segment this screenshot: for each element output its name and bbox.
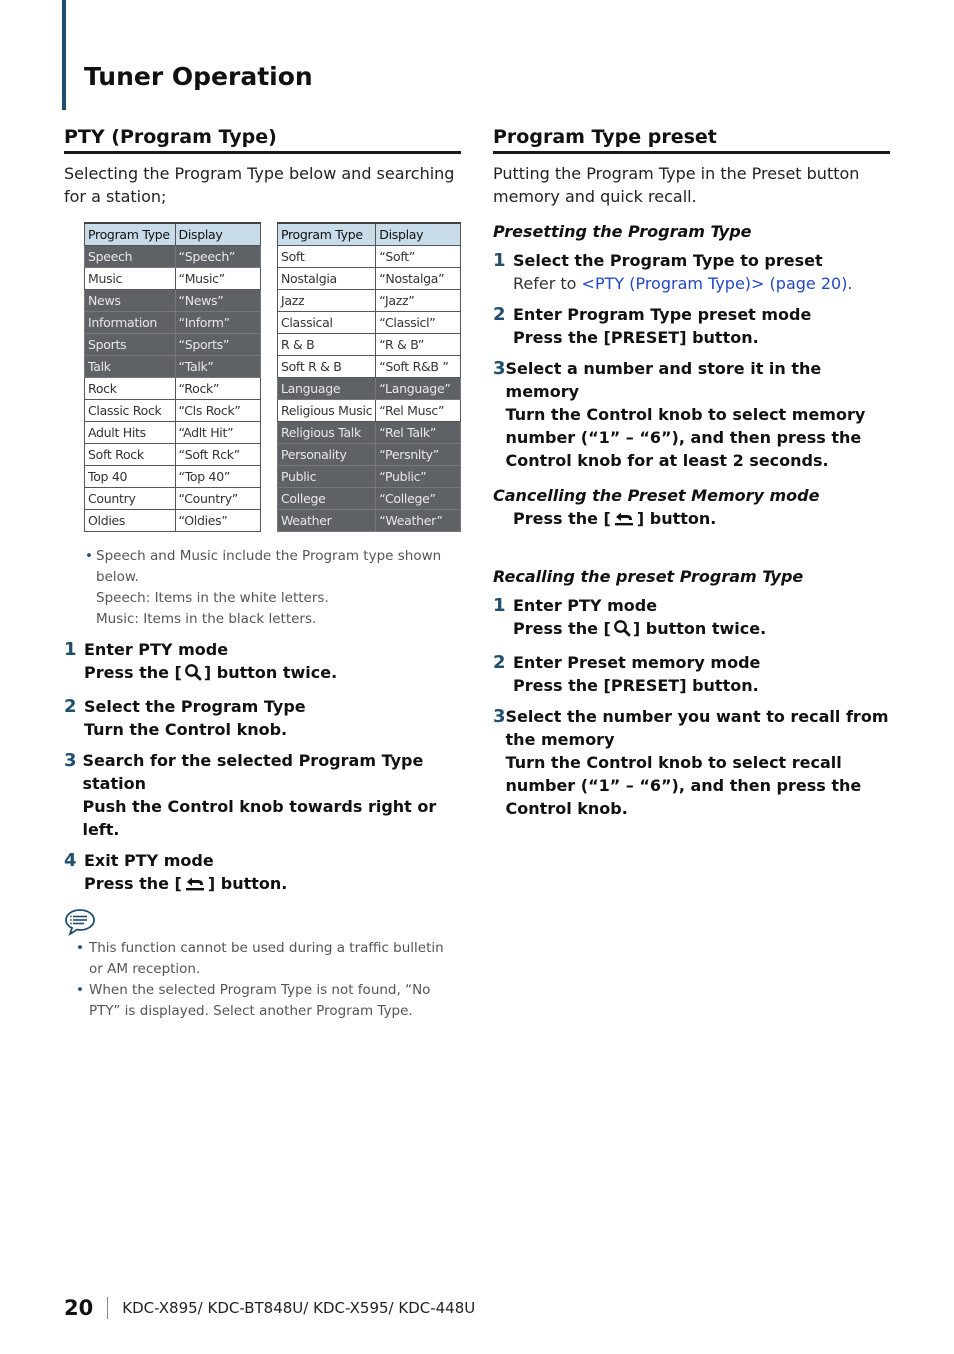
step-number: 2: [493, 652, 506, 673]
table-row: [85, 399, 261, 421]
display-cell: “Jazz”: [376, 289, 461, 311]
page-number: 20: [64, 1296, 94, 1320]
display-cell: “Cls Rock”: [175, 399, 260, 421]
table-row: [277, 355, 460, 377]
header-display: Display: [175, 223, 260, 245]
display-cell: “Rock”: [175, 377, 260, 399]
pty-step-2: [64, 695, 461, 741]
display-cell: “Sports”: [175, 333, 260, 355]
page-footer: [64, 1296, 475, 1320]
program-type-cell: Music: [85, 267, 176, 289]
back-icon: [184, 875, 206, 898]
header-display: Display: [376, 223, 461, 245]
step-title: Select the Program Type to preset: [513, 251, 823, 270]
program-type-cell: Sports: [85, 333, 176, 355]
program-type-cell: Soft R & B: [277, 355, 375, 377]
step-number: 3: [64, 749, 77, 771]
display-cell: “Language”: [376, 377, 461, 399]
step-instruction: Press the [ ] button twice.: [84, 661, 337, 687]
step-title: Exit PTY mode: [84, 850, 214, 870]
step-title: Select a number and store it in the memory: [505, 359, 822, 401]
step-number: 2: [493, 304, 506, 325]
program-type-cell: Rock: [85, 377, 176, 399]
display-cell: “Classicl”: [376, 311, 461, 333]
step-instruction: Press the [PRESET] button.: [513, 328, 759, 347]
step-title: Enter PTY mode: [84, 639, 229, 659]
table-row: [85, 509, 261, 531]
pty-intro: Selecting the Program Type below and searching for a station;: [64, 164, 455, 206]
program-type-cell: Top 40: [85, 465, 176, 487]
section-heading-preset: Program Type preset: [493, 126, 890, 154]
program-type-cell: Jazz: [277, 289, 375, 311]
subheading-presetting: Presetting the Program Type: [493, 222, 752, 241]
step-number: 4: [64, 849, 77, 871]
program-type-cell: Country: [85, 487, 176, 509]
step-instruction: Press the [PRESET] button.: [513, 676, 759, 695]
subheading-cancelling: Cancelling the Preset Memory mode: [493, 486, 820, 505]
step-number: 1: [493, 595, 506, 616]
program-type-cell: Nostalgia: [277, 267, 375, 289]
step-instruction: Push the Control knob towards right or left.: [82, 796, 437, 839]
back-icon: [613, 510, 635, 533]
bullet: •: [85, 547, 93, 564]
table-row: [277, 245, 460, 267]
table-row: [85, 377, 261, 399]
display-cell: “Adlt Hit”: [175, 421, 260, 443]
table-row: [277, 509, 460, 531]
header-program-type: Program Type: [277, 223, 375, 245]
table-row: [85, 443, 261, 465]
pty-tables: [84, 222, 461, 532]
step-title: Enter PTY mode: [513, 596, 658, 615]
cancel-instruction: Press the [ ] button.: [513, 507, 890, 533]
step-title: Select the number you want to recall from the memory: [505, 707, 889, 749]
program-type-cell: Soft: [277, 245, 375, 267]
step-instruction: Turn the Control knob to select recall number (“1” – “6”), and then press the Control knob.: [505, 753, 862, 818]
display-cell: “Weather”: [376, 509, 461, 531]
pty-steps: [64, 638, 461, 898]
program-type-cell: Public: [277, 465, 375, 487]
pty-step-4: [64, 849, 461, 898]
display-cell: “Speech”: [175, 245, 260, 267]
table-row: [85, 245, 261, 267]
subheading-recalling: Recalling the preset Program Type: [493, 567, 804, 586]
recall-step-1: [493, 594, 890, 643]
display-cell: “Nostalga”: [376, 267, 461, 289]
display-cell: “Soft”: [376, 245, 461, 267]
step-number: 1: [493, 250, 506, 271]
header-program-type: Program Type: [85, 223, 176, 245]
display-cell: “Inform”: [175, 311, 260, 333]
step-title: Enter Preset memory mode: [513, 653, 761, 672]
note-line: Speech and Music include the Program type shown below.: [96, 547, 442, 585]
display-cell: “Rel Talk”: [376, 421, 461, 443]
table-row: [277, 421, 460, 443]
table-row: [277, 443, 460, 465]
table-row: [277, 465, 460, 487]
program-type-cell: Oldies: [85, 509, 176, 531]
table-row: [85, 487, 261, 509]
display-cell: “Music”: [175, 267, 260, 289]
display-cell: “Country”: [175, 487, 260, 509]
model-list: KDC-X895/ KDC-BT848U/ KDC-X595/ KDC-448U: [122, 1299, 476, 1317]
note-icon: [64, 908, 96, 936]
step-number: 3: [493, 706, 506, 727]
note-line: Speech: Items in the white letters.: [96, 589, 329, 606]
step-number: 2: [64, 695, 77, 717]
footnote: • When the selected Program Type is not found, “No PTY” is displayed. Select another Program Type.: [76, 980, 461, 1022]
step-number: 3: [493, 358, 506, 379]
table-row: [277, 289, 460, 311]
preset-step-2: [493, 303, 890, 349]
table-row: [277, 399, 460, 421]
display-cell: “College”: [376, 487, 461, 509]
display-cell: “Oldies”: [175, 509, 260, 531]
preset-step-3: [493, 357, 890, 472]
display-cell: “Soft R&B ”: [376, 355, 461, 377]
step-title: Enter Program Type preset mode: [513, 305, 812, 324]
program-type-cell: College: [277, 487, 375, 509]
display-cell: “Persnlty”: [376, 443, 461, 465]
table-row: [277, 311, 460, 333]
pty-step-3: [64, 749, 461, 841]
table-row: [85, 355, 261, 377]
table-row: [85, 289, 261, 311]
speech-music-note: [85, 546, 461, 630]
program-type-cell: Adult Hits: [85, 421, 176, 443]
program-type-cell: Language: [277, 377, 375, 399]
step-title: Search for the selected Program Type station: [82, 750, 424, 793]
display-cell: “R & B”: [376, 333, 461, 355]
table-row: [277, 377, 460, 399]
table-row: [85, 421, 261, 443]
program-type-cell: News: [85, 289, 176, 311]
table-row: [277, 487, 460, 509]
step-title: Select the Program Type: [84, 696, 306, 716]
page-title: Tuner Operation: [84, 62, 313, 91]
table-row: [85, 333, 261, 355]
left-column: [64, 126, 461, 1022]
program-type-cell: Religious Music: [277, 399, 375, 421]
table-row: [85, 311, 261, 333]
footer-divider: [107, 1297, 108, 1319]
pty-step-1: [64, 638, 461, 687]
step-number: 1: [64, 638, 77, 660]
program-type-cell: Classical: [277, 311, 375, 333]
table-row: [85, 465, 261, 487]
display-cell: “News”: [175, 289, 260, 311]
pty-page-link[interactable]: <PTY (Program Type)> (page 20).: [581, 274, 853, 293]
preset-intro: Putting the Program Type in the Preset button memory and quick recall.: [493, 164, 860, 206]
program-type-cell: Speech: [85, 245, 176, 267]
display-cell: “Public”: [376, 465, 461, 487]
program-type-cell: Talk: [85, 355, 176, 377]
table-row: [277, 333, 460, 355]
search-icon: [184, 663, 202, 687]
section-heading-pty: PTY (Program Type): [64, 126, 461, 154]
recall-step-2: [493, 651, 890, 697]
program-type-cell: Soft Rock: [85, 443, 176, 465]
preset-step-1: [493, 249, 890, 295]
search-icon: [613, 619, 631, 643]
display-cell: “Talk”: [175, 355, 260, 377]
title-accent-bar: [62, 0, 66, 110]
right-column: [493, 126, 890, 820]
footnote: • This function cannot be used during a traffic bulletin or AM reception.: [76, 938, 461, 980]
program-type-cell: Religious Talk: [277, 421, 375, 443]
program-type-cell: Personality: [277, 443, 375, 465]
display-cell: “Soft Rck”: [175, 443, 260, 465]
display-cell: “Rel Musc”: [376, 399, 461, 421]
table-row: [85, 267, 261, 289]
program-type-cell: R & B: [277, 333, 375, 355]
display-cell: “Top 40”: [175, 465, 260, 487]
program-type-cell: Classic Rock: [85, 399, 176, 421]
step-instruction: Press the [ ] button.: [84, 872, 287, 898]
step-instruction: Press the [ ] button twice.: [513, 617, 766, 643]
note-line: Music: Items in the black letters.: [96, 610, 317, 627]
pty-footnotes: [76, 938, 461, 1022]
program-type-cell: Weather: [277, 509, 375, 531]
step-instruction: Turn the Control knob.: [84, 719, 288, 739]
recall-step-3: [493, 705, 890, 820]
step-reference: Refer to <PTY (Program Type)> (page 20).: [513, 274, 853, 293]
pty-table-2: [277, 222, 461, 532]
program-type-cell: Information: [85, 311, 176, 333]
pty-table-1: [84, 222, 261, 532]
table-row: [277, 267, 460, 289]
step-instruction: Turn the Control knob to select memory number (“1” – “6”), and then press the Control knob for at least 2 seconds.: [505, 405, 866, 470]
